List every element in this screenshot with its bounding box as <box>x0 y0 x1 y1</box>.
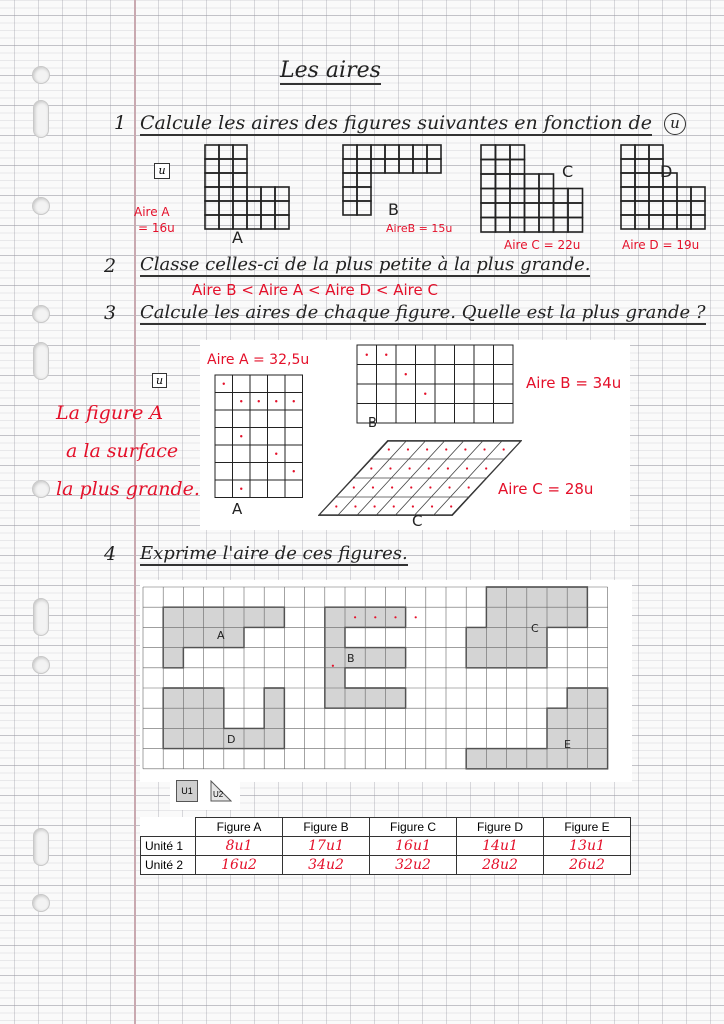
grid-cell <box>677 201 691 215</box>
grid-cell <box>621 215 635 229</box>
grid-cell <box>663 215 677 229</box>
grid-cell <box>247 215 261 229</box>
grid-cell <box>250 428 268 446</box>
grid-cell <box>385 159 399 173</box>
answer-area-b: AireB = 15u <box>386 222 453 235</box>
table-cell: 13u1 <box>544 837 631 856</box>
grid-cell <box>205 145 219 159</box>
table-cell: 14u1 <box>457 837 544 856</box>
table-header-row <box>141 818 631 837</box>
grid-cell <box>219 215 233 229</box>
red-mark <box>332 665 334 667</box>
conclusion-line-1: La figure A <box>56 402 164 424</box>
red-mark <box>393 505 395 507</box>
grid-cell <box>275 187 289 201</box>
red-mark <box>468 486 470 488</box>
grid-cell <box>233 410 251 428</box>
grid-cell <box>357 365 377 385</box>
grid-cell <box>691 215 705 229</box>
grid-cell <box>635 187 649 201</box>
answer-area-a-line2: = 16u <box>138 221 175 235</box>
grid-cell <box>635 201 649 215</box>
grid-cell <box>621 201 635 215</box>
figure-3c <box>318 440 522 516</box>
answer-3-area-c: Aire C = 28u <box>498 480 594 498</box>
red-mark <box>428 467 430 469</box>
grid-cell <box>250 445 268 463</box>
red-mark <box>385 354 387 356</box>
grid-cell <box>649 215 663 229</box>
figure-label-c: C <box>562 162 574 181</box>
grid-cell <box>343 159 357 173</box>
grid-cell <box>496 160 511 175</box>
grid-cell <box>663 187 677 201</box>
red-mark <box>223 383 225 385</box>
red-mark <box>374 616 376 618</box>
grid-cell <box>205 159 219 173</box>
red-mark <box>391 486 393 488</box>
grid-cell <box>399 159 413 173</box>
grid-cell <box>510 218 525 233</box>
figure-4-label-a: A <box>217 629 225 642</box>
red-mark <box>448 486 450 488</box>
grid-cell <box>635 159 649 173</box>
grid-cell <box>205 201 219 215</box>
grid-cell <box>455 384 475 404</box>
grid-cell <box>510 203 525 218</box>
exercise-3-instruction: Calcule les aires de chaque figure. Quelle est la plus grande ? <box>140 302 706 323</box>
grid-cell <box>357 159 371 173</box>
grid-cell <box>663 201 677 215</box>
red-mark <box>447 467 449 469</box>
grid-cell <box>385 145 399 159</box>
red-mark <box>240 435 242 437</box>
grid-cell <box>621 173 635 187</box>
grid-cell <box>416 345 436 365</box>
grid-cell <box>427 145 441 159</box>
grid-cell <box>371 145 385 159</box>
grid-cell <box>285 445 303 463</box>
figure-3-label-c: C <box>412 512 423 530</box>
table-cell: 28u2 <box>457 856 544 875</box>
figure-1d <box>620 144 706 230</box>
grid-cell <box>371 159 385 173</box>
figure-4-label-b: B <box>347 652 355 665</box>
grid-cell <box>275 201 289 215</box>
red-mark <box>258 400 260 402</box>
grid-cell <box>474 384 494 404</box>
binder-hole <box>32 656 50 674</box>
binder-hole <box>32 66 50 84</box>
grid-cell <box>268 428 286 446</box>
grid-cell <box>455 345 475 365</box>
answer-ranking: Aire B < Aire A < Aire D < Aire C <box>192 281 438 299</box>
grid-cell <box>435 345 455 365</box>
grid-cell <box>219 173 233 187</box>
grid-cell <box>285 428 303 446</box>
grid-cell <box>496 203 511 218</box>
grid-cell <box>568 203 583 218</box>
grid-cell <box>285 375 303 393</box>
grid-cell <box>496 218 511 233</box>
grid-cell <box>268 410 286 428</box>
red-mark <box>424 393 426 395</box>
grid-cell <box>233 463 251 481</box>
exercise-1-instruction: Calcule les aires des figures suivantes en fonction de <box>140 112 652 134</box>
grid-cell <box>205 173 219 187</box>
grid-cell <box>343 201 357 215</box>
grid-cell <box>539 203 554 218</box>
table-cell: 8u1 <box>196 837 283 856</box>
grid-cell <box>474 365 494 385</box>
red-mark <box>405 373 407 375</box>
table-header: Figure B <box>283 818 370 837</box>
grid-cell <box>233 375 251 393</box>
grid-cell <box>554 218 569 233</box>
grid-cell <box>494 384 514 404</box>
grid-cell <box>494 345 514 365</box>
grid-cell <box>413 145 427 159</box>
grid-cell <box>233 445 251 463</box>
figure-3-label-a: A <box>232 500 243 518</box>
binder-hole <box>33 100 49 138</box>
red-mark <box>445 448 447 450</box>
grid-cell <box>649 187 663 201</box>
grid-cell <box>455 365 475 385</box>
unit-1-square: U1 <box>176 780 198 802</box>
conclusion-line-3: la plus grande. <box>56 478 200 500</box>
red-mark <box>389 467 391 469</box>
exercise-4-grid <box>142 586 609 770</box>
red-mark <box>450 505 452 507</box>
grid-cell <box>343 145 357 159</box>
exercise-2-instruction: Classe celles-ci de la plus petite à la plus grande. <box>140 254 591 275</box>
red-mark <box>335 505 337 507</box>
figure-label-b: B <box>388 200 399 219</box>
red-mark <box>275 400 277 402</box>
grid-cell <box>219 159 233 173</box>
binder-hole <box>32 894 50 912</box>
grid-cell <box>510 160 525 175</box>
table-cell: 26u2 <box>544 856 631 875</box>
figure-3-label-b: B <box>368 416 377 431</box>
grid-cell <box>268 463 286 481</box>
grid-cell <box>635 145 649 159</box>
figure-4-label-d: D <box>227 733 236 746</box>
grid-cell <box>525 218 540 233</box>
red-mark <box>407 448 409 450</box>
grid-cell <box>250 480 268 498</box>
table-corner <box>141 818 196 837</box>
grid-cell <box>474 345 494 365</box>
red-mark <box>293 470 295 472</box>
red-mark <box>275 453 277 455</box>
binder-hole <box>32 480 50 498</box>
grid-cell <box>268 375 286 393</box>
grid-cell <box>215 463 233 481</box>
answer-area-c: Aire C = 22u <box>504 238 581 252</box>
figure-3b <box>356 344 514 424</box>
grid-cell <box>233 187 247 201</box>
figure-1a <box>204 144 290 230</box>
grid-cell <box>435 404 455 424</box>
exercise-4-number: 4 <box>104 543 117 565</box>
figure-label-a: A <box>232 228 243 247</box>
grid-cell <box>416 365 436 385</box>
red-mark <box>485 467 487 469</box>
grid-cell <box>357 201 371 215</box>
red-mark <box>431 505 433 507</box>
red-mark <box>240 488 242 490</box>
grid-cell <box>510 145 525 160</box>
grid-cell <box>525 189 540 204</box>
grid-cell <box>285 410 303 428</box>
exercise-1-number: 1 <box>114 112 127 134</box>
grid-cell <box>250 410 268 428</box>
red-mark <box>388 448 390 450</box>
grid-cell <box>525 203 540 218</box>
grid-cell <box>554 203 569 218</box>
grid-cell <box>377 365 397 385</box>
binder-hole <box>33 342 49 380</box>
table-row <box>141 837 631 856</box>
grid-cell <box>435 365 455 385</box>
row-label: Unité 1 <box>141 837 196 856</box>
conclusion-line-2: a la surface <box>66 440 179 462</box>
grid-cell <box>205 215 219 229</box>
grid-cell <box>481 160 496 175</box>
grid-cell <box>435 384 455 404</box>
red-mark <box>409 467 411 469</box>
grid-cell <box>215 428 233 446</box>
red-mark <box>394 616 396 618</box>
grid-cell <box>621 187 635 201</box>
grid-cell <box>377 404 397 424</box>
red-mark <box>354 505 356 507</box>
row-label: Unité 2 <box>141 856 196 875</box>
red-mark <box>293 400 295 402</box>
grid-cell <box>247 187 261 201</box>
table-cell: 17u1 <box>283 837 370 856</box>
grid-cell <box>649 201 663 215</box>
red-mark <box>374 505 376 507</box>
grid-cell <box>496 189 511 204</box>
grid-cell <box>233 173 247 187</box>
grid-cell <box>677 187 691 201</box>
grid-cell <box>268 480 286 498</box>
grid-cell <box>525 174 540 189</box>
grid-cell <box>691 201 705 215</box>
unit-symbol: u <box>664 113 686 135</box>
grid-cell <box>455 404 475 424</box>
grid-cell <box>481 203 496 218</box>
table-header: Figure C <box>370 818 457 837</box>
grid-cell <box>250 463 268 481</box>
table-row <box>141 856 631 875</box>
grid-cell <box>649 145 663 159</box>
figure-label-d: D <box>660 162 673 181</box>
grid-cell <box>554 189 569 204</box>
grid-cell <box>621 145 635 159</box>
grid-cell <box>233 215 247 229</box>
answer-area-a-line1: Aire A <box>134 205 170 219</box>
figure-4-label-e: E <box>564 738 571 751</box>
grid-cell <box>357 145 371 159</box>
grid-cell <box>215 445 233 463</box>
grid-cell <box>343 187 357 201</box>
grid-cell <box>481 145 496 160</box>
grid-cell <box>215 410 233 428</box>
red-mark <box>503 448 505 450</box>
grid-cell <box>427 159 441 173</box>
red-mark <box>412 505 414 507</box>
grid-cell <box>568 189 583 204</box>
figure-1c <box>480 144 584 233</box>
grid-cell <box>413 159 427 173</box>
red-mark <box>354 616 356 618</box>
grid-cell <box>377 384 397 404</box>
margin-line <box>134 0 136 1024</box>
grid-cell <box>261 215 275 229</box>
figure-4-label-c: C <box>531 622 539 635</box>
grid-cell <box>677 215 691 229</box>
grid-cell <box>496 145 511 160</box>
exercise-2-number: 2 <box>104 255 117 277</box>
binder-hole <box>32 305 50 323</box>
grid-cell <box>496 174 511 189</box>
red-mark <box>353 486 355 488</box>
grid-cell <box>539 174 554 189</box>
grid-cell <box>494 365 514 385</box>
table-cell: 16u1 <box>370 837 457 856</box>
grid-cell <box>396 345 416 365</box>
grid-cell <box>357 173 371 187</box>
table-header: Figure A <box>196 818 283 837</box>
grid-cell <box>691 187 705 201</box>
page-title: Les aires <box>280 58 381 83</box>
grid-cell <box>261 187 275 201</box>
grid-cell <box>357 384 377 404</box>
exercise-4-instruction: Exprime l'aire de ces figures. <box>140 543 408 564</box>
red-mark <box>366 354 368 356</box>
grid-cell <box>219 201 233 215</box>
answer-3-area-a: Aire A = 32,5u <box>207 352 310 368</box>
grid-cell <box>399 145 413 159</box>
results-table <box>140 817 631 875</box>
grid-cell <box>285 480 303 498</box>
grid-cell <box>481 174 496 189</box>
grid-cell <box>396 384 416 404</box>
grid-cell <box>635 215 649 229</box>
grid-cell <box>474 404 494 424</box>
grid-cell <box>219 145 233 159</box>
grid-cell <box>539 218 554 233</box>
red-mark <box>410 486 412 488</box>
table-header: Figure D <box>457 818 544 837</box>
unit-box: u <box>154 163 170 179</box>
grid-cell <box>215 480 233 498</box>
table-cell: 16u2 <box>196 856 283 875</box>
grid-cell <box>215 393 233 411</box>
grid-cell <box>247 201 261 215</box>
binder-hole <box>33 828 49 866</box>
grid-cell <box>510 174 525 189</box>
red-mark <box>429 486 431 488</box>
grid-cell <box>275 215 289 229</box>
binder-hole <box>32 197 50 215</box>
red-mark <box>464 448 466 450</box>
grid-cell <box>621 159 635 173</box>
figure-3a <box>214 374 304 499</box>
red-mark <box>426 448 428 450</box>
grid-cell <box>261 201 275 215</box>
grid-cell <box>233 201 247 215</box>
grid-cell <box>481 189 496 204</box>
grid-cell <box>219 187 233 201</box>
unit-2-label: U2 <box>213 790 224 799</box>
grid-cell <box>250 375 268 393</box>
grid-cell <box>510 189 525 204</box>
table-cell: 34u2 <box>283 856 370 875</box>
grid-cell <box>205 187 219 201</box>
grid-cell <box>481 218 496 233</box>
grid-cell <box>233 145 247 159</box>
exercise-3-number: 3 <box>104 302 117 324</box>
table-header: Figure E <box>544 818 631 837</box>
binder-hole <box>33 598 49 636</box>
grid-cell <box>343 173 357 187</box>
grid-cell <box>494 404 514 424</box>
grid-cell <box>357 187 371 201</box>
red-mark <box>466 467 468 469</box>
red-mark <box>240 400 242 402</box>
grid-cell <box>635 173 649 187</box>
answer-3-area-b: Aire B = 34u <box>526 374 622 392</box>
grid-cell <box>396 404 416 424</box>
grid-cell <box>539 189 554 204</box>
red-mark <box>483 448 485 450</box>
grid-cell <box>416 404 436 424</box>
unit-box-3: u <box>152 373 167 388</box>
answer-area-d: Aire D = 19u <box>622 238 700 252</box>
red-mark <box>415 616 417 618</box>
grid-cell <box>233 159 247 173</box>
table-cell: 32u2 <box>370 856 457 875</box>
red-mark <box>370 467 372 469</box>
red-mark <box>372 486 374 488</box>
grid-cell <box>568 218 583 233</box>
